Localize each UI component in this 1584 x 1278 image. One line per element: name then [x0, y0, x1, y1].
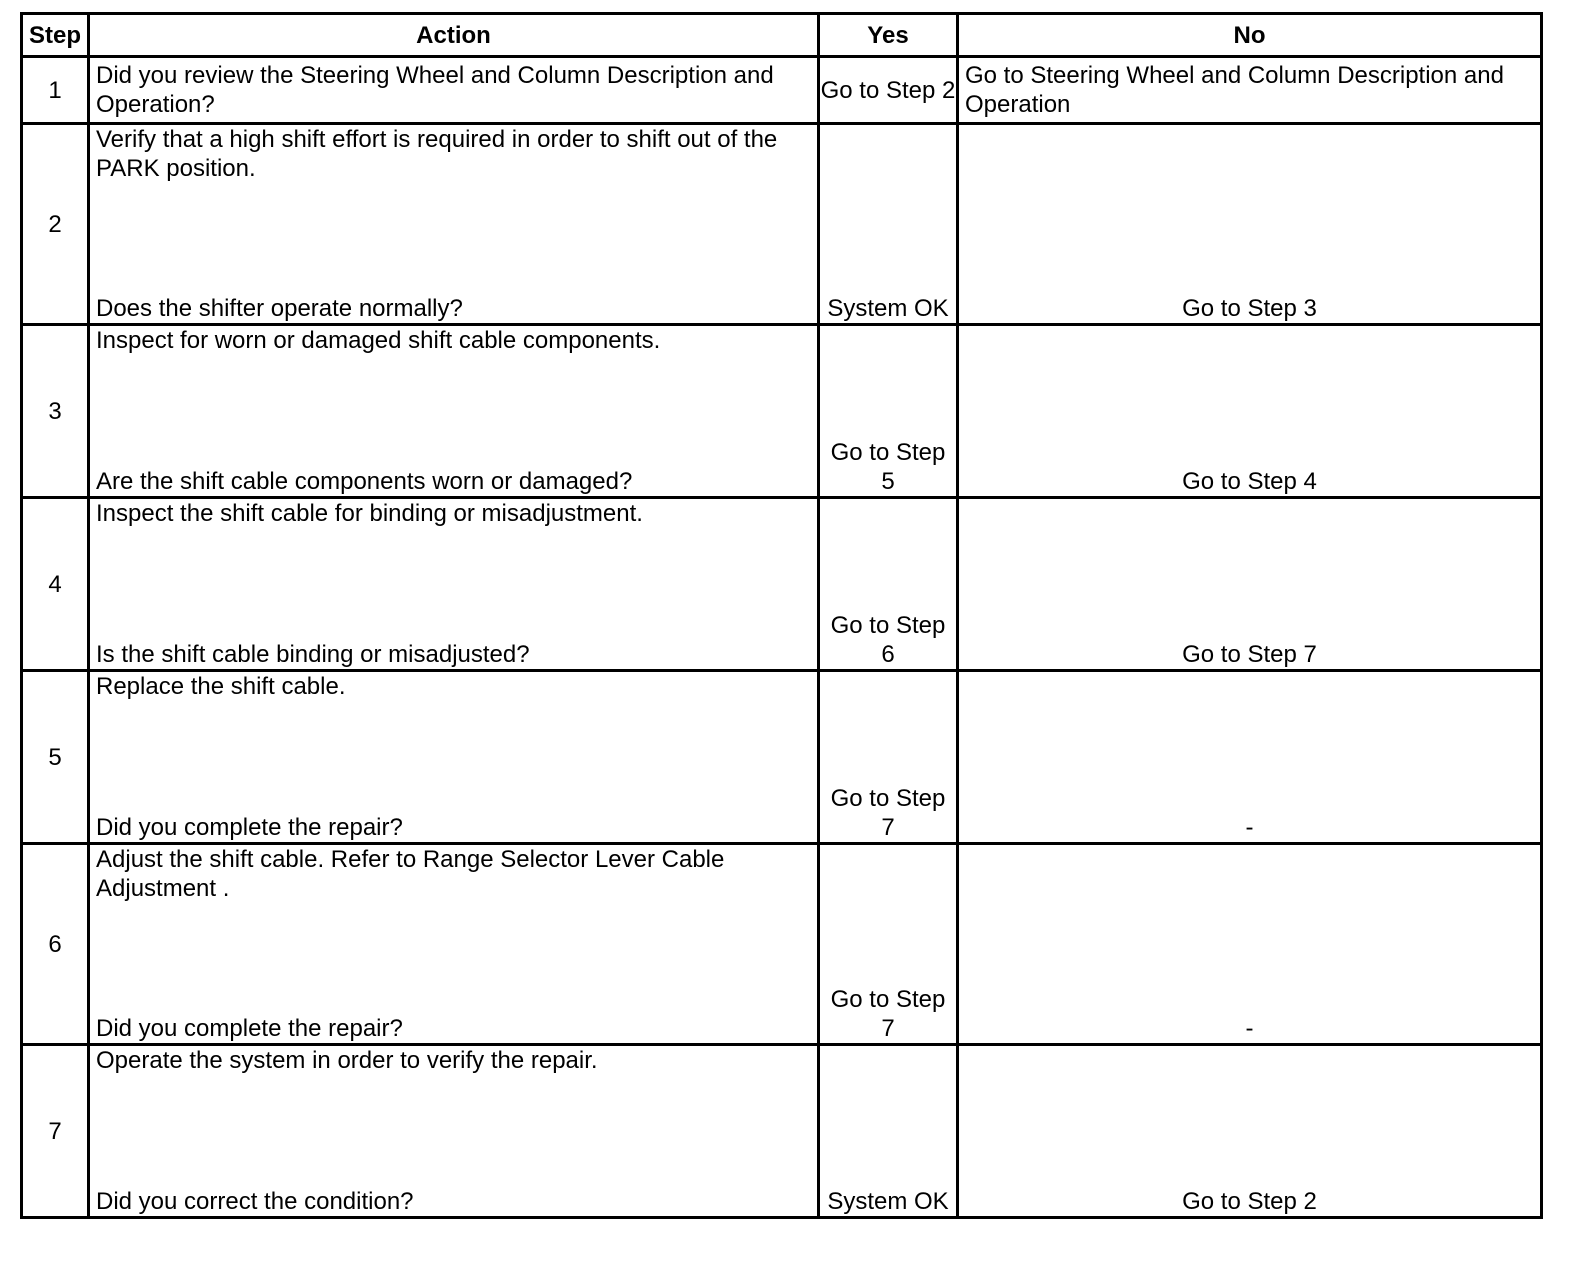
yes-cell: [819, 844, 958, 1045]
step-number: 5: [22, 671, 89, 844]
no-cell: [958, 844, 1542, 1045]
action-cell: [89, 325, 819, 498]
action-cell: [89, 671, 819, 844]
yes-cell: [819, 325, 958, 498]
yes-cell: [819, 57, 958, 124]
yes-text: Go to Step 2: [820, 76, 956, 104]
no-text: Go to Step 4: [1182, 468, 1317, 495]
action-cell: [89, 57, 819, 124]
table-row: [22, 498, 1542, 671]
step-number: 2: [22, 124, 89, 325]
no-cell: [958, 124, 1542, 325]
action-question: Did you complete the repair?: [96, 814, 403, 841]
table-row: [22, 124, 1542, 325]
no-text: Go to Step 7: [1182, 641, 1317, 668]
action-question: Are the shift cable components worn or damaged?: [96, 468, 633, 495]
yes-cell: [819, 124, 958, 325]
yes-text: Go to Step 7: [830, 986, 946, 1042]
action-text: Inspect for worn or damaged shift cable components.: [96, 327, 661, 354]
no-text: -: [1245, 1015, 1254, 1042]
step-number: 7: [22, 1045, 89, 1218]
action-cell: [89, 498, 819, 671]
diagnostic-table: [20, 12, 1543, 1219]
action-question: Did you correct the condition?: [96, 1188, 414, 1215]
table-row: [22, 57, 1542, 124]
table-row: [22, 1045, 1542, 1218]
action-question: Is the shift cable binding or misadjusted?: [96, 641, 530, 668]
no-text: Go to Step 3: [1182, 295, 1317, 322]
yes-text: Go to Step 7: [830, 785, 946, 841]
no-text: -: [1245, 814, 1254, 841]
step-number: 3: [22, 325, 89, 498]
action-text: Adjust the shift cable. Refer to Range Selector Lever Cable Adjustment .: [96, 846, 725, 902]
no-text: Go to Steering Wheel and Column Description and Operation: [965, 62, 1504, 118]
action-question: Does the shifter operate normally?: [96, 295, 463, 322]
yes-text: Go to Step 6: [830, 612, 946, 668]
action-cell: [89, 844, 819, 1045]
table-row: [22, 671, 1542, 844]
header-step: Step: [22, 14, 89, 57]
no-text: Go to Step 2: [1182, 1188, 1317, 1215]
header-action: Action: [89, 14, 819, 57]
yes-text: System OK: [827, 295, 949, 322]
action-text: Operate the system in order to verify the repair.: [96, 1047, 598, 1074]
action-text: Inspect the shift cable for binding or misadjustment.: [96, 500, 643, 527]
no-cell: [958, 1045, 1542, 1218]
no-cell: [958, 671, 1542, 844]
header-row: [22, 14, 1542, 57]
action-cell: [89, 124, 819, 325]
yes-cell: [819, 671, 958, 844]
step-number: 6: [22, 844, 89, 1045]
action-text: Replace the shift cable.: [96, 673, 346, 700]
header-no: No: [958, 14, 1542, 57]
no-cell: [958, 57, 1542, 124]
step-number: 4: [22, 498, 89, 671]
no-cell: [958, 325, 1542, 498]
table-row: [22, 325, 1542, 498]
no-cell: [958, 498, 1542, 671]
action-text: Verify that a high shift effort is required in order to shift out of the PARK position.: [96, 126, 778, 182]
action-cell: [89, 1045, 819, 1218]
step-number: 1: [22, 57, 89, 124]
table-row: [22, 844, 1542, 1045]
header-yes: Yes: [819, 14, 958, 57]
yes-text: System OK: [827, 1188, 949, 1215]
yes-cell: [819, 1045, 958, 1218]
yes-text: Go to Step 5: [830, 439, 946, 495]
yes-cell: [819, 498, 958, 671]
action-question: Did you complete the repair?: [96, 1015, 403, 1042]
action-text: Did you review the Steering Wheel and Column Description and Operation?: [96, 62, 774, 118]
